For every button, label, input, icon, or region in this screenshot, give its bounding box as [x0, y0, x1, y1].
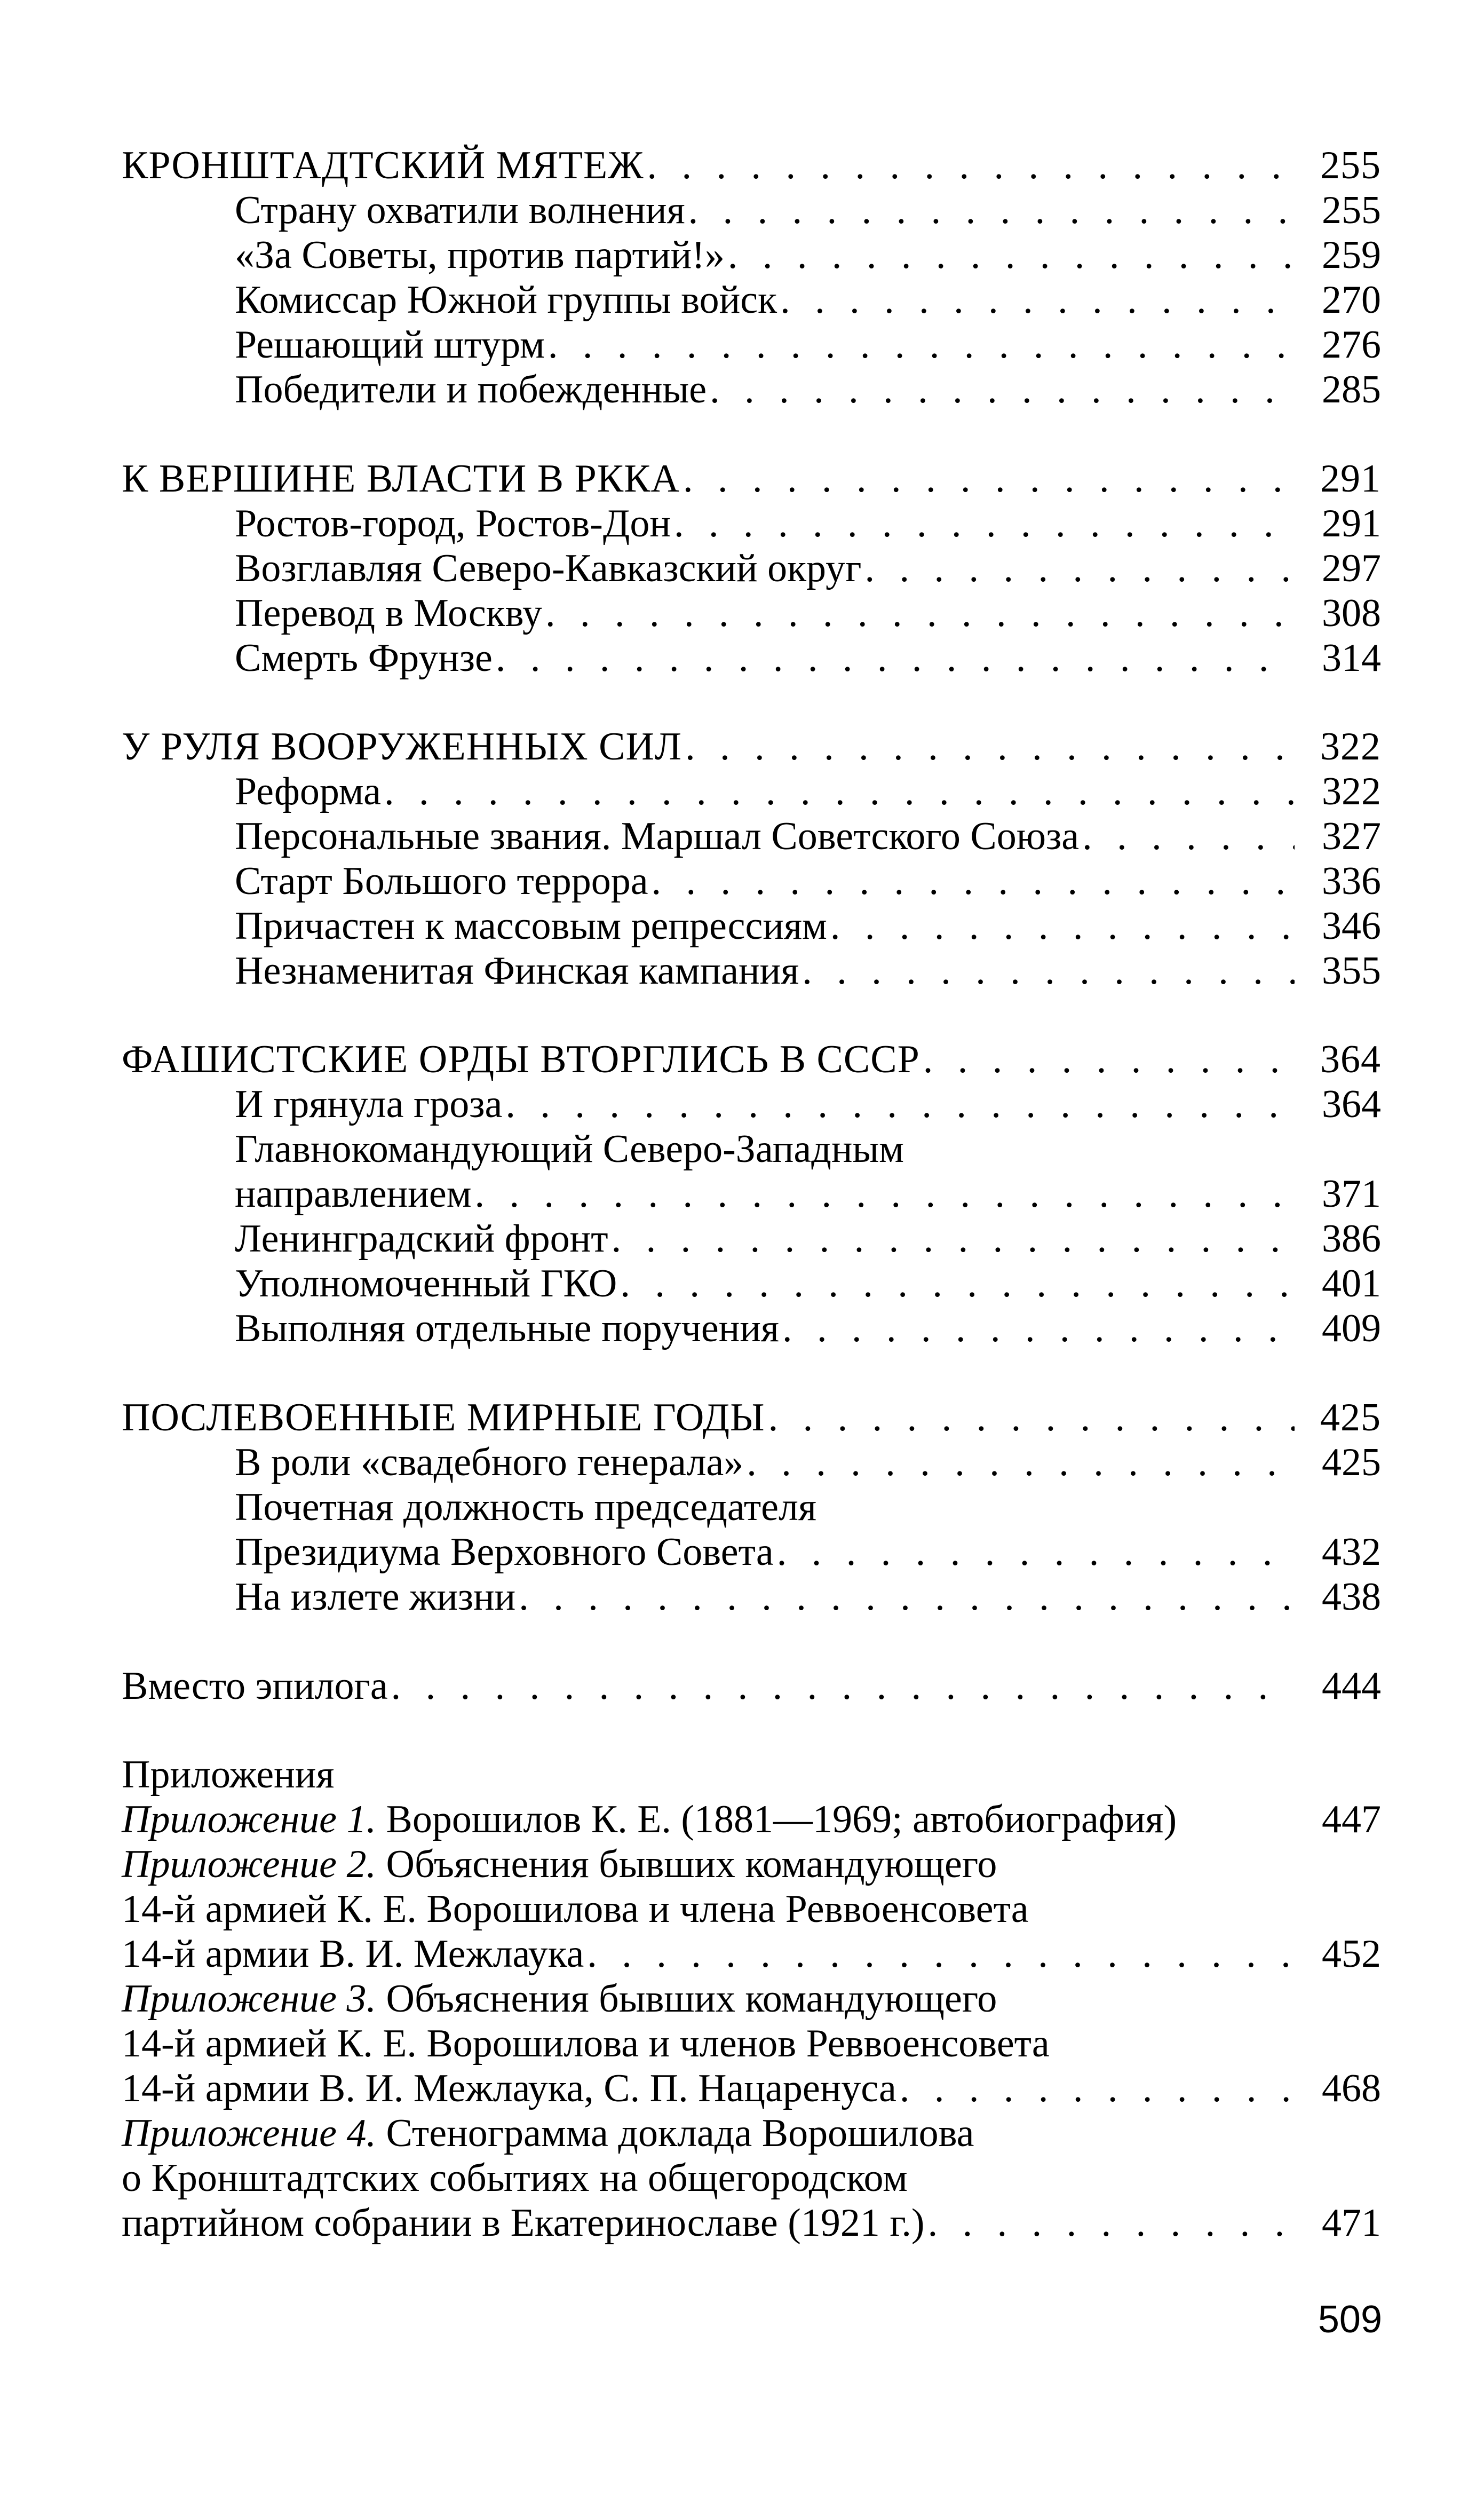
page-number: 364: [1322, 1082, 1381, 1126]
dot-leader: [475, 1172, 1295, 1216]
appendix-line: [122, 2111, 1381, 2156]
dot-leader: [728, 233, 1295, 278]
toc-entry-line: [235, 1485, 1381, 1530]
appendix-text: 14-й армии В. И. Межлаука: [122, 1932, 584, 1976]
toc-entry[interactable]: [235, 1082, 1381, 1127]
toc-entry[interactable]: [235, 188, 1381, 233]
entry-title: Смерть Фрунзе: [235, 636, 493, 680]
dot-leader: [519, 1574, 1295, 1619]
appendix-heading: [122, 1752, 1381, 1797]
appendix-line: [122, 2156, 1381, 2201]
toc-chapter[interactable]: [122, 1395, 1381, 1440]
dot-leader: [830, 904, 1295, 948]
dot-leader: [652, 859, 1295, 904]
chapter-title: У РУЛЯ ВООРУЖЕННЫХ СИЛ: [122, 725, 683, 769]
entry-title: Причастен к массовым репрессиям: [235, 904, 827, 948]
toc-entry[interactable]: [235, 233, 1381, 278]
entry-title: Возглавляя Северо-Кавказский округ: [235, 547, 862, 590]
chapter-title: КРОНШТАДТСКИЙ МЯТЕЖ: [122, 144, 644, 187]
appendix-heading-text: Приложения: [122, 1753, 335, 1796]
dot-leader: [802, 948, 1295, 993]
page-number: 409: [1322, 1307, 1381, 1350]
toc-entry[interactable]: [235, 322, 1381, 367]
dot-leader: [710, 367, 1295, 412]
toc-entry[interactable]: [235, 591, 1381, 636]
dot-leader: [768, 1395, 1295, 1440]
toc-entry[interactable]: [235, 1530, 1381, 1574]
appendix-label: Приложение 1.: [122, 1798, 377, 1841]
toc-chapter[interactable]: [122, 724, 1381, 769]
page-number: 327: [1322, 814, 1381, 858]
dot-leader: [587, 1932, 1295, 1976]
page-number: 308: [1322, 591, 1381, 635]
page-number: 276: [1322, 323, 1381, 367]
appendix-line: [122, 1887, 1381, 1932]
appendix-entry[interactable]: [122, 1932, 1381, 1976]
chapter-title: ПОСЛЕВОЕННЫЕ МИРНЫЕ ГОДЫ: [122, 1396, 765, 1439]
toc-entry[interactable]: [235, 769, 1381, 814]
dot-leader: [1082, 814, 1295, 859]
page-number: 322: [1320, 725, 1381, 769]
page-number: 270: [1322, 278, 1381, 322]
entry-title: И грянула гроза: [235, 1082, 503, 1126]
dot-leader: [685, 724, 1295, 769]
appendix-text: Ворошилов К. Е. (1881—1969; автобиография): [386, 1798, 1177, 1841]
page-number: 447: [1322, 1798, 1381, 1841]
dot-leader: [548, 322, 1295, 367]
page-number: 255: [1322, 188, 1381, 232]
toc-entry[interactable]: [235, 278, 1381, 322]
toc-chapter[interactable]: [122, 456, 1381, 501]
dot-leader: [782, 1306, 1295, 1351]
dot-leader: [647, 143, 1295, 188]
chapter-title: К ВЕРШИНЕ ВЛАСТИ В РККА: [122, 457, 680, 501]
appendix-text: 14-й армией К. Е. Ворошилова и члена Реввоенсовета: [122, 1887, 1029, 1931]
entry-title: Решающий штурм: [235, 323, 545, 367]
toc-entry[interactable]: [235, 1261, 1381, 1306]
toc-entry[interactable]: [235, 904, 1381, 948]
toc-chapter[interactable]: [122, 143, 1381, 188]
dot-leader: [683, 456, 1295, 501]
dot-leader: [384, 769, 1295, 814]
dot-leader: [612, 1216, 1295, 1261]
page-number: 371: [1322, 1172, 1381, 1216]
page-number: 255: [1320, 144, 1381, 187]
entry-title-line: Почетная должность председателя: [235, 1485, 816, 1529]
page-number: 386: [1322, 1217, 1381, 1261]
page-number: 355: [1322, 949, 1381, 993]
page-number: 322: [1322, 770, 1381, 813]
dot-leader: [620, 1261, 1295, 1306]
entry-title: Незнаменитая Финская кампания: [235, 949, 799, 993]
appendix-entry[interactable]: [122, 2066, 1381, 2111]
toc-entry[interactable]: [235, 948, 1381, 993]
page-number: 438: [1322, 1575, 1381, 1619]
entry-title: Выполняя отдельные поручения: [235, 1307, 779, 1350]
toc-entry[interactable]: [235, 1574, 1381, 1619]
appendix-label: Приложение 3.: [122, 1977, 377, 2021]
dot-leader: [923, 1037, 1295, 1082]
entry-title: Комиссар Южной группы войск: [235, 278, 777, 322]
entry-title: Победители и побежденные: [235, 368, 707, 411]
toc-entry[interactable]: [235, 501, 1381, 546]
appendix-label: Приложение 4.: [122, 2111, 377, 2155]
appendix-line: [122, 2021, 1381, 2066]
page-number: 291: [1320, 457, 1381, 501]
appendix-text: о Кронштадтских событиях на общегородском: [122, 2156, 908, 2200]
toc-entry[interactable]: [235, 546, 1381, 591]
entry-title: Уполномоченный ГКО: [235, 1262, 617, 1305]
dot-leader: [496, 636, 1295, 680]
entry-title: Реформа: [235, 770, 381, 813]
appendix-text: 14-й армией К. Е. Ворошилова и членов Реввоенсовета: [122, 2022, 1050, 2065]
dot-leader: [864, 546, 1295, 591]
page-number: 468: [1322, 2067, 1381, 2110]
entry-title: Перевод в Москву: [235, 591, 543, 635]
entry-title: «За Советы, против партий!»: [235, 233, 725, 277]
toc-entry[interactable]: [235, 636, 1381, 680]
dot-leader: [688, 188, 1295, 233]
entry-title: Старт Большого террора: [235, 859, 648, 903]
appendix-label: Приложение 2.: [122, 1842, 377, 1886]
dot-leader: [674, 501, 1295, 546]
appendix-text: 14-й армии В. И. Межлаука, С. П. Нацаренуса: [122, 2067, 896, 2110]
dot-leader: [900, 2066, 1295, 2111]
dot-leader: [505, 1082, 1295, 1127]
dot-leader: [391, 1664, 1295, 1708]
toc-entry[interactable]: [235, 1440, 1381, 1485]
appendix-text: Стенограмма доклада Ворошилова: [386, 2111, 974, 2155]
page-number: 346: [1322, 904, 1381, 948]
page-number: 364: [1320, 1038, 1381, 1081]
page-number: 471: [1322, 2201, 1381, 2245]
appendix-text: Объяснения бывших командующего: [386, 1842, 997, 1886]
toc-entry[interactable]: [235, 1216, 1381, 1261]
appendix-entry[interactable]: [122, 1797, 1381, 1842]
entry-title: Персональные звания. Маршал Советского Союза: [235, 814, 1080, 858]
toc-entry-line: [235, 1127, 1381, 1172]
entry-title: Ленинградский фронт: [235, 1217, 608, 1261]
page-number: 452: [1322, 1932, 1381, 1976]
dot-leader: [545, 591, 1295, 636]
page-number: 297: [1322, 547, 1381, 590]
chapter-title: ФАШИСТСКИЕ ОРДЫ ВТОРГЛИСЬ В СССР: [122, 1038, 920, 1081]
appendix-text: Объяснения бывших командующего: [386, 1977, 997, 2021]
toc-epilogue[interactable]: [122, 1664, 1381, 1708]
toc-entry[interactable]: [235, 859, 1381, 904]
appendix-text: партийном собрании в Екатеринославе (1921 г.): [122, 2201, 925, 2245]
epilogue-title: Вместо эпилога: [122, 1664, 388, 1708]
dot-leader: [928, 2201, 1295, 2245]
toc-entry[interactable]: [235, 1306, 1381, 1351]
toc-entry[interactable]: [235, 367, 1381, 412]
entry-title: На излете жизни: [235, 1575, 516, 1619]
toc-chapter[interactable]: [122, 1037, 1381, 1082]
entry-title: направлением: [235, 1172, 472, 1216]
entry-title: Страну охватили волнения: [235, 188, 685, 232]
entry-title: В роли «свадебного генерала»: [235, 1441, 744, 1484]
dot-leader: [780, 278, 1295, 322]
page-number: 432: [1322, 1530, 1381, 1574]
toc-entry[interactable]: [235, 814, 1381, 859]
page-number: 291: [1322, 502, 1381, 545]
entry-title: Президиума Верховного Совета: [235, 1530, 774, 1574]
page-number: 336: [1322, 859, 1381, 903]
page-number: 425: [1320, 1396, 1381, 1439]
appendix-line: [122, 1842, 1381, 1887]
page-number: 401: [1322, 1262, 1381, 1305]
entry-title-line: Главнокомандующий Северо-Западным: [235, 1127, 904, 1171]
page-number: 285: [1322, 368, 1381, 411]
page-number: 314: [1322, 636, 1381, 680]
page-number: 259: [1322, 233, 1381, 277]
dot-leader: [747, 1440, 1295, 1485]
toc-entry[interactable]: [235, 1172, 1381, 1216]
page-number: 425: [1322, 1441, 1381, 1484]
dot-leader: [777, 1530, 1295, 1574]
folio-page-number: 509: [1318, 2298, 1382, 2341]
appendix-entry[interactable]: [122, 2201, 1381, 2245]
appendix-line: [122, 1976, 1381, 2021]
page-number: 444: [1322, 1664, 1381, 1708]
entry-title: Ростов-город, Ростов-Дон: [235, 502, 671, 545]
